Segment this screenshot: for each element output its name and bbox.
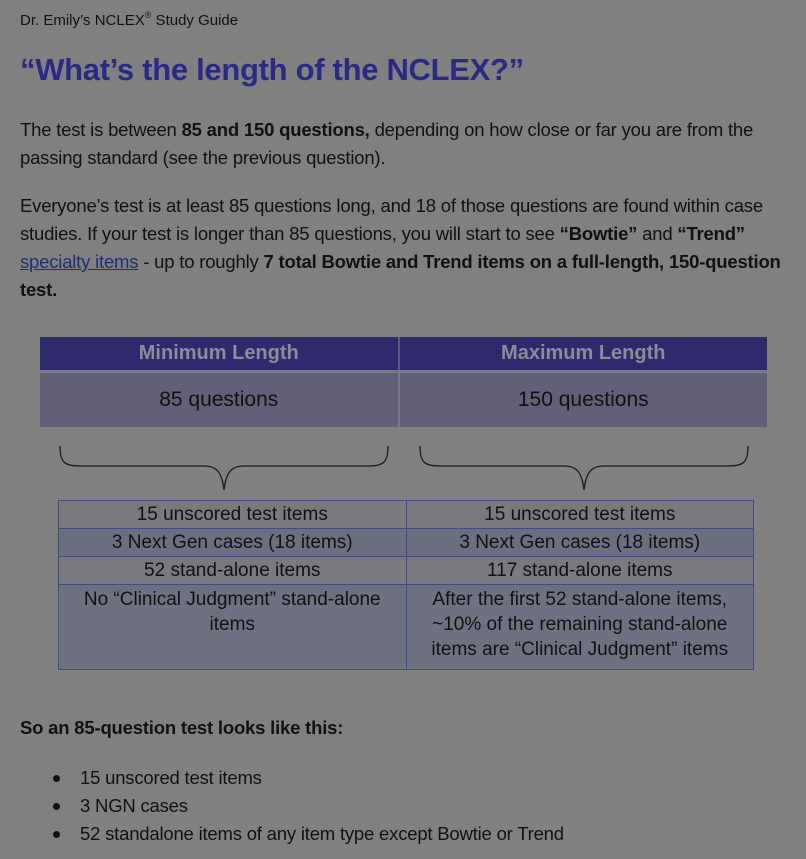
breakdown-table [58, 500, 754, 670]
table-cell: 15 unscored test items [406, 501, 754, 529]
table-row [59, 529, 754, 557]
intro-paragraph: The test is between 85 and 150 questions, depending on how close or far you are from the passing standard (see the previous question). [20, 119, 754, 168]
summary-title: So an 85-question test looks like this: [20, 717, 344, 738]
list-item: 15 unscored test items [20, 764, 564, 792]
header-minimum-length: Minimum Length [40, 337, 399, 372]
maximum-length-value: 150 questions [399, 372, 767, 428]
length-table-header-row [40, 337, 767, 372]
bullet-icon [53, 831, 60, 838]
table-row [59, 557, 754, 585]
table-cell: 117 stand-alone items [406, 557, 754, 585]
header-maximum-length: Maximum Length [399, 337, 767, 372]
summary-list [20, 764, 564, 848]
table-row [59, 501, 754, 529]
minimum-length-value: 85 questions [40, 372, 399, 428]
page-heading: “What’s the length of the NCLEX?” [20, 52, 524, 87]
details-paragraph: Everyone’s test is at least 85 questions long, and 18 of those questions are found within case studies. If your test is longer than 85 questions, you will start to see “Bowtie” and “Trend” specialty items - up to roughly 7 total Bowtie and Trend items on a full-length, 150-question test. [20, 195, 781, 300]
list-item: 52 standalone items of any item type except Bowtie or Trend [20, 820, 564, 848]
bullet-icon [53, 803, 60, 810]
length-table-value-row [40, 372, 767, 428]
table-cell: 3 Next Gen cases (18 items) [406, 529, 754, 557]
table-row [59, 585, 754, 670]
right-brace-icon [418, 444, 750, 492]
list-item: 3 NGN cases [20, 792, 564, 820]
bullet-icon [53, 775, 60, 782]
specialty-items-link[interactable]: specialty items [20, 251, 139, 272]
table-cell: 15 unscored test items [59, 501, 407, 529]
left-brace-icon [58, 444, 390, 492]
table-cell: After the first 52 stand-alone items, ~10% of the remaining stand-alone items are “Clinical Judgment” items [406, 585, 754, 670]
table-cell: 3 Next Gen cases (18 items) [59, 529, 407, 557]
guide-title: Dr. Emily’s NCLEX® Study Guide [20, 10, 239, 29]
table-cell: No “Clinical Judgment” stand-alone items [59, 585, 407, 670]
registered-mark: ® [144, 10, 152, 20]
table-cell: 52 stand-alone items [59, 557, 407, 585]
length-table [40, 337, 767, 427]
